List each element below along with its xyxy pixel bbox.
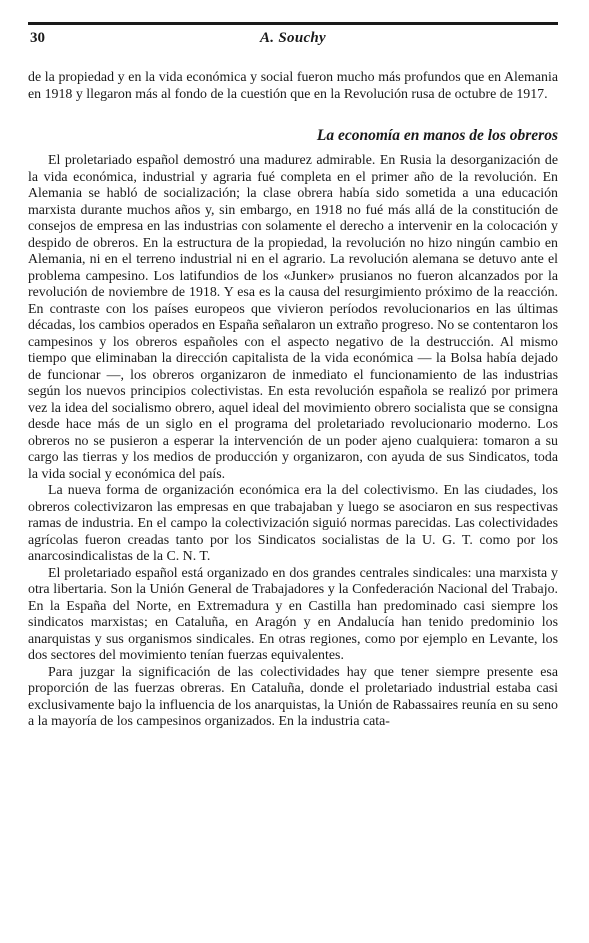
section-title: La economía en manos de los obreros	[316, 127, 558, 144]
running-head	[28, 30, 558, 50]
header-rule	[28, 22, 558, 25]
book-page	[28, 18, 558, 923]
page-number: 30	[30, 30, 45, 46]
running-head-author: A. Souchy	[259, 30, 327, 46]
paragraph-colectivismo: La nueva forma de organización económica era la del colectivismo. En las ciudades, los obreros colectivizaron las empresas en que trabajaban y luego se asociaron en sus respectivas ramas de industria. En el campo la colectivización siguió normas parecidas. Las colectividades agrícolas fueron creadas tanto por los Sindicatos socialistas de la U. G. T. como por los anarcosindicalistas de la C. N. T.	[28, 483, 558, 564]
paragraph-colectividades: Para juzgar la significación de las colectividades hay que tener siempre presente esa proporción de las fuerzas obreras. En Cataluña, donde el proletariado industrial estaba casi exclusivamente bajo la influencia de los anarquistas, la Unión de Rabassaires reunía en su seno a la mayoría de los campesinos organizados. En la industria cata-	[28, 664, 558, 729]
paragraph-proletariado: El proletariado español demostró una madurez admirable. En Rusia la desorganización de la vida económica, industrial y agraria fué completa en el primer año de la revolución. En Alemania se habló de socialización; la clase obrera había sido sometida a una educación marxista durante muchos años y, sin embargo, en 1918 no fué más allá de la constitución de consejos de empresa en las industrias con solamente el derecho a intervenir en la colocación y despido de obreros. En la estructura de la propiedad, la revolución no hizo ningún cambio en Alemania, ni en el terreno industrial ni en el agrario. La revolución alemana se detuvo ante el problema campesino. Los latifundios de los «Junker» prusianos no fueron alcanzados por la revolución de noviembre de 1918. Y esa es la causa del resurgimiento próximo de la reacción. En contraste con los países europeos que vivieron períodos revolucionarios en las últimas décadas, los cambios operados en España señalaron un extraño progreso. No se contentaron los campesinos y los obreros españoles con el aspecto negativo de la destrucción. Al mismo tiempo que eliminaban la dirección capitalista de la vida económica — la Bolsa había dejado de funcionar —, los obreros organizaron de inmediato el funcionamiento de las industrias según los nuevos principios colectivistas. En esta revolución española se realizó por primera vez la idea del socialismo obrero, aquel ideal del movimiento obrero socialista que se consigna desde hace más de un siglo en el programa del proletariado revolucionario moderno. Los obreros no se pusieron a esperar la intervención de un poder ajeno cualquiera: tomaron a su cargo las tierras y los medios de producción y organizaron, con ayuda de sus Sindicatos, toda la vida social y económica del país.	[28, 153, 558, 482]
body-text	[28, 70, 558, 731]
intro-paragraph: de la propiedad y en la vida económica y social fueron mucho más profundos que en Alemania en 1918 y llegaron más al fondo de la cuestión que en la Revolución rusa de octubre de 1917.	[28, 70, 558, 102]
paragraph-centrales-sindicales: El proletariado español está organizado en dos grandes centrales sindicales: una marxista y otra libertaria. Son la Unión General de Trabajadores y la Confederación Nacional del Trabajo. En la España del Norte, en Extremadura y en Castilla han predominado casi siempre los sindicatos marxistas; en Cataluña, en Aragón y en Andalucía han tenido predominio los anarquistas y sus organismos sindicales. En otras regiones, como por ejemplo en Levante, los dos sectores del movimiento tenían fuerzas equivalentes.	[28, 565, 558, 663]
